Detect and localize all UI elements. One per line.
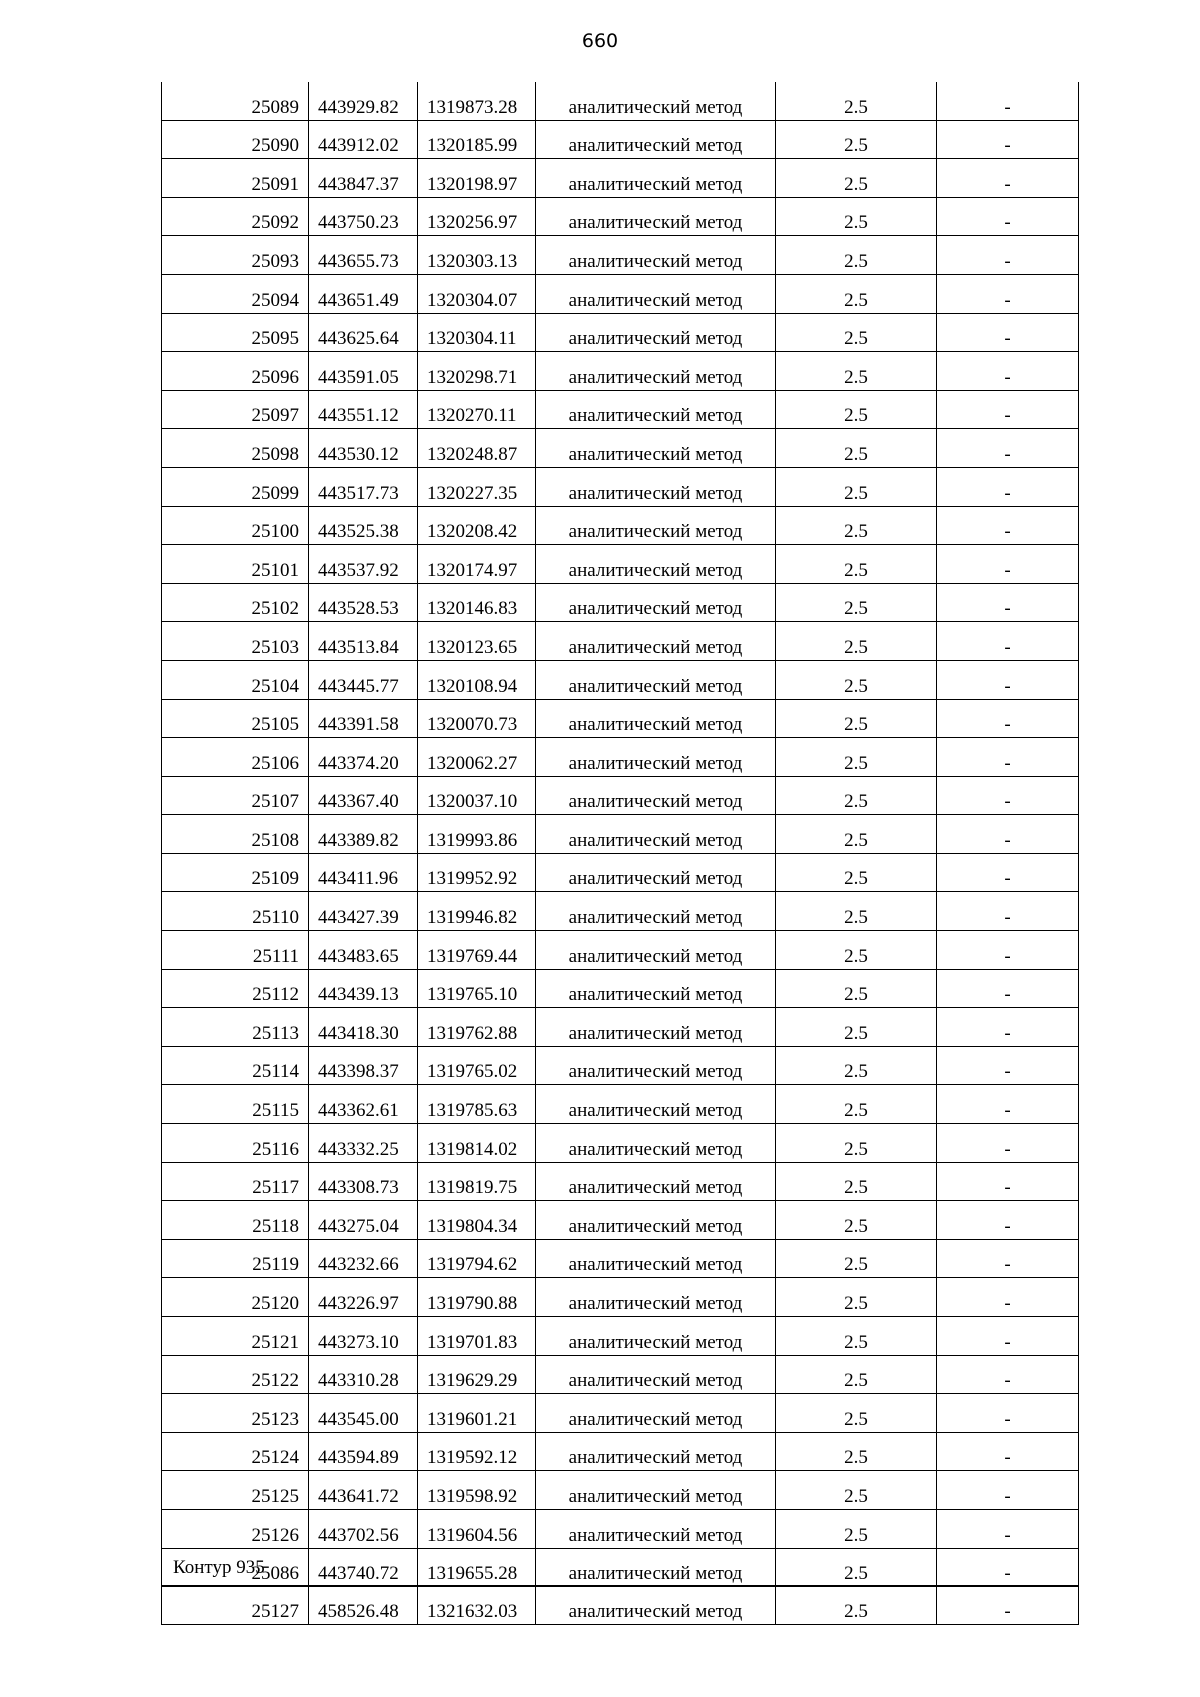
point-id-cell: 25122: [162, 1355, 309, 1394]
table-row: [162, 429, 1079, 468]
method-cell: аналитический метод: [536, 1509, 776, 1548]
method-cell: аналитический метод: [536, 699, 776, 738]
point-id-cell: 25092: [162, 197, 309, 236]
note-cell: -: [937, 545, 1079, 584]
accuracy-cell: 2.5: [776, 313, 937, 352]
method-cell: аналитический метод: [536, 1162, 776, 1201]
note-cell: -: [937, 1124, 1079, 1163]
x-coordinate-cell: 443232.66: [309, 1239, 418, 1278]
table-row: [162, 1355, 1079, 1394]
point-id-cell: 25096: [162, 352, 309, 391]
y-coordinate-cell: 1320123.65: [418, 622, 536, 661]
method-cell: аналитический метод: [536, 1471, 776, 1510]
method-cell: аналитический метод: [536, 236, 776, 275]
y-coordinate-cell: 1320146.83: [418, 583, 536, 622]
table-row: [162, 1201, 1079, 1240]
note-cell: -: [937, 352, 1079, 391]
y-coordinate-cell: 1319873.28: [418, 82, 536, 120]
table-row: [162, 1586, 1079, 1625]
y-coordinate-cell: 1319952.92: [418, 853, 536, 892]
method-cell: аналитический метод: [536, 545, 776, 584]
x-coordinate-cell: 443912.02: [309, 120, 418, 159]
accuracy-cell: 2.5: [776, 1586, 937, 1625]
y-coordinate-cell: 1319819.75: [418, 1162, 536, 1201]
x-coordinate-cell: 443362.61: [309, 1085, 418, 1124]
x-coordinate-cell: 443439.13: [309, 969, 418, 1008]
coordinates-table: [161, 82, 1079, 1587]
note-cell: -: [937, 1278, 1079, 1317]
point-id-cell: 25113: [162, 1008, 309, 1047]
method-cell: аналитический метод: [536, 313, 776, 352]
coordinates-table-body: [162, 82, 1079, 1587]
y-coordinate-cell: 1319769.44: [418, 931, 536, 970]
accuracy-cell: 2.5: [776, 853, 937, 892]
point-id-cell: 25116: [162, 1124, 309, 1163]
note-cell: -: [937, 236, 1079, 275]
x-coordinate-cell: 443275.04: [309, 1201, 418, 1240]
y-coordinate-cell: 1319762.88: [418, 1008, 536, 1047]
y-coordinate-cell: 1320303.13: [418, 236, 536, 275]
method-cell: аналитический метод: [536, 931, 776, 970]
accuracy-cell: 2.5: [776, 82, 937, 120]
x-coordinate-cell: 443591.05: [309, 352, 418, 391]
accuracy-cell: 2.5: [776, 467, 937, 506]
point-id-cell: 25124: [162, 1432, 309, 1471]
note-cell: -: [937, 969, 1079, 1008]
point-id-cell: 25093: [162, 236, 309, 275]
table-row: [162, 776, 1079, 815]
y-coordinate-cell: 1319701.83: [418, 1317, 536, 1356]
note-cell: -: [937, 660, 1079, 699]
accuracy-cell: 2.5: [776, 120, 937, 159]
table-row: [162, 236, 1079, 275]
note-cell: -: [937, 313, 1079, 352]
accuracy-cell: 2.5: [776, 390, 937, 429]
y-coordinate-cell: 1319790.88: [418, 1278, 536, 1317]
method-cell: аналитический метод: [536, 583, 776, 622]
point-id-cell: 25089: [162, 82, 309, 120]
point-id-cell: 25105: [162, 699, 309, 738]
table-row: [162, 1548, 1079, 1587]
table-row: [162, 1471, 1079, 1510]
point-id-cell: 25110: [162, 892, 309, 931]
method-cell: аналитический метод: [536, 1355, 776, 1394]
y-coordinate-cell: 1321632.03: [418, 1586, 536, 1625]
method-cell: аналитический метод: [536, 120, 776, 159]
accuracy-cell: 2.5: [776, 815, 937, 854]
note-cell: -: [937, 1355, 1079, 1394]
table-row: [162, 1394, 1079, 1433]
point-id-cell: 25094: [162, 274, 309, 313]
contour-935-table: [161, 1585, 1079, 1625]
x-coordinate-cell: 443594.89: [309, 1432, 418, 1471]
point-id-cell: 25115: [162, 1085, 309, 1124]
method-cell: аналитический метод: [536, 429, 776, 468]
point-id-cell: 25086: [162, 1548, 309, 1587]
y-coordinate-cell: 1320070.73: [418, 699, 536, 738]
x-coordinate-cell: 443929.82: [309, 82, 418, 120]
point-id-cell: 25126: [162, 1509, 309, 1548]
y-coordinate-cell: 1320298.71: [418, 352, 536, 391]
point-id-cell: 25127: [162, 1586, 309, 1625]
accuracy-cell: 2.5: [776, 583, 937, 622]
y-coordinate-cell: 1319946.82: [418, 892, 536, 931]
note-cell: -: [937, 622, 1079, 661]
accuracy-cell: 2.5: [776, 660, 937, 699]
accuracy-cell: 2.5: [776, 352, 937, 391]
point-id-cell: 25100: [162, 506, 309, 545]
note-cell: -: [937, 1509, 1079, 1548]
method-cell: аналитический метод: [536, 776, 776, 815]
note-cell: -: [937, 506, 1079, 545]
method-cell: аналитический метод: [536, 738, 776, 777]
note-cell: -: [937, 738, 1079, 777]
table-row: [162, 1317, 1079, 1356]
point-id-cell: 25107: [162, 776, 309, 815]
table-row: [162, 1509, 1079, 1548]
y-coordinate-cell: 1319814.02: [418, 1124, 536, 1163]
note-cell: -: [937, 583, 1079, 622]
y-coordinate-cell: 1320208.42: [418, 506, 536, 545]
note-cell: -: [937, 159, 1079, 198]
accuracy-cell: 2.5: [776, 159, 937, 198]
table-row: [162, 969, 1079, 1008]
method-cell: аналитический метод: [536, 1201, 776, 1240]
note-cell: -: [937, 853, 1079, 892]
accuracy-cell: 2.5: [776, 969, 937, 1008]
accuracy-cell: 2.5: [776, 236, 937, 275]
accuracy-cell: 2.5: [776, 738, 937, 777]
y-coordinate-cell: 1320304.07: [418, 274, 536, 313]
x-coordinate-cell: 443655.73: [309, 236, 418, 275]
accuracy-cell: 2.5: [776, 274, 937, 313]
point-id-cell: 25106: [162, 738, 309, 777]
note-cell: -: [937, 776, 1079, 815]
method-cell: аналитический метод: [536, 390, 776, 429]
note-cell: -: [937, 1162, 1079, 1201]
x-coordinate-cell: 443411.96: [309, 853, 418, 892]
table-row: [162, 1278, 1079, 1317]
y-coordinate-cell: 1320227.35: [418, 467, 536, 506]
y-coordinate-cell: 1320062.27: [418, 738, 536, 777]
y-coordinate-cell: 1320270.11: [418, 390, 536, 429]
point-id-cell: 25120: [162, 1278, 309, 1317]
accuracy-cell: 2.5: [776, 545, 937, 584]
method-cell: аналитический метод: [536, 1317, 776, 1356]
method-cell: аналитический метод: [536, 892, 776, 931]
note-cell: -: [937, 1471, 1079, 1510]
accuracy-cell: 2.5: [776, 1124, 937, 1163]
table-row: [162, 1239, 1079, 1278]
accuracy-cell: 2.5: [776, 1394, 937, 1433]
method-cell: аналитический метод: [536, 1586, 776, 1625]
method-cell: аналитический метод: [536, 1394, 776, 1433]
table-row: [162, 197, 1079, 236]
point-id-cell: 25095: [162, 313, 309, 352]
method-cell: аналитический метод: [536, 1046, 776, 1085]
point-id-cell: 25112: [162, 969, 309, 1008]
table-row: [162, 506, 1079, 545]
x-coordinate-cell: 443740.72: [309, 1548, 418, 1587]
accuracy-cell: 2.5: [776, 699, 937, 738]
note-cell: -: [937, 699, 1079, 738]
accuracy-cell: 2.5: [776, 1548, 937, 1587]
note-cell: -: [937, 390, 1079, 429]
table-row: [162, 120, 1079, 159]
method-cell: аналитический метод: [536, 969, 776, 1008]
y-coordinate-cell: 1319598.92: [418, 1471, 536, 1510]
x-coordinate-cell: 443445.77: [309, 660, 418, 699]
y-coordinate-cell: 1320198.97: [418, 159, 536, 198]
x-coordinate-cell: 443750.23: [309, 197, 418, 236]
point-id-cell: 25114: [162, 1046, 309, 1085]
accuracy-cell: 2.5: [776, 931, 937, 970]
note-cell: -: [937, 1394, 1079, 1433]
method-cell: аналитический метод: [536, 853, 776, 892]
table-row: [162, 892, 1079, 931]
note-cell: -: [937, 1008, 1079, 1047]
table-row: [162, 853, 1079, 892]
note-cell: -: [937, 931, 1079, 970]
table-row: [162, 1008, 1079, 1047]
method-cell: аналитический метод: [536, 1008, 776, 1047]
note-cell: -: [937, 1586, 1079, 1625]
point-id-cell: 25097: [162, 390, 309, 429]
note-cell: -: [937, 120, 1079, 159]
note-cell: -: [937, 892, 1079, 931]
x-coordinate-cell: 443513.84: [309, 622, 418, 661]
y-coordinate-cell: 1320037.10: [418, 776, 536, 815]
method-cell: аналитический метод: [536, 1239, 776, 1278]
point-id-cell: 25101: [162, 545, 309, 584]
x-coordinate-cell: 458526.48: [309, 1586, 418, 1625]
method-cell: аналитический метод: [536, 352, 776, 391]
method-cell: аналитический метод: [536, 1085, 776, 1124]
method-cell: аналитический метод: [536, 159, 776, 198]
y-coordinate-cell: 1320185.99: [418, 120, 536, 159]
method-cell: аналитический метод: [536, 1548, 776, 1587]
accuracy-cell: 2.5: [776, 197, 937, 236]
table-row: [162, 1124, 1079, 1163]
table-row: [162, 159, 1079, 198]
accuracy-cell: 2.5: [776, 1432, 937, 1471]
table-row: [162, 738, 1079, 777]
table-row: [162, 931, 1079, 970]
accuracy-cell: 2.5: [776, 1355, 937, 1394]
accuracy-cell: 2.5: [776, 1008, 937, 1047]
table-row: [162, 1432, 1079, 1471]
y-coordinate-cell: 1319629.29: [418, 1355, 536, 1394]
x-coordinate-cell: 443525.38: [309, 506, 418, 545]
note-cell: -: [937, 467, 1079, 506]
method-cell: аналитический метод: [536, 467, 776, 506]
point-id-cell: 25091: [162, 159, 309, 198]
table-row: [162, 390, 1079, 429]
point-id-cell: 25102: [162, 583, 309, 622]
x-coordinate-cell: 443545.00: [309, 1394, 418, 1433]
point-id-cell: 25109: [162, 853, 309, 892]
accuracy-cell: 2.5: [776, 1239, 937, 1278]
table-row: [162, 622, 1079, 661]
x-coordinate-cell: 443528.53: [309, 583, 418, 622]
point-id-cell: 25108: [162, 815, 309, 854]
x-coordinate-cell: 443418.30: [309, 1008, 418, 1047]
table-row: [162, 699, 1079, 738]
y-coordinate-cell: 1320256.97: [418, 197, 536, 236]
note-cell: -: [937, 1046, 1079, 1085]
note-cell: -: [937, 1317, 1079, 1356]
accuracy-cell: 2.5: [776, 429, 937, 468]
y-coordinate-cell: 1320174.97: [418, 545, 536, 584]
table-row: [162, 313, 1079, 352]
method-cell: аналитический метод: [536, 274, 776, 313]
accuracy-cell: 2.5: [776, 1471, 937, 1510]
table-row: [162, 274, 1079, 313]
x-coordinate-cell: 443537.92: [309, 545, 418, 584]
table-row: [162, 1046, 1079, 1085]
x-coordinate-cell: 443530.12: [309, 429, 418, 468]
point-id-cell: 25121: [162, 1317, 309, 1356]
point-id-cell: 25123: [162, 1394, 309, 1433]
accuracy-cell: 2.5: [776, 1509, 937, 1548]
note-cell: -: [937, 1548, 1079, 1587]
point-id-cell: 25125: [162, 1471, 309, 1510]
x-coordinate-cell: 443847.37: [309, 159, 418, 198]
note-cell: -: [937, 815, 1079, 854]
x-coordinate-cell: 443398.37: [309, 1046, 418, 1085]
x-coordinate-cell: 443374.20: [309, 738, 418, 777]
x-coordinate-cell: 443367.40: [309, 776, 418, 815]
note-cell: -: [937, 1201, 1079, 1240]
y-coordinate-cell: 1319655.28: [418, 1548, 536, 1587]
x-coordinate-cell: 443517.73: [309, 467, 418, 506]
accuracy-cell: 2.5: [776, 1162, 937, 1201]
note-cell: -: [937, 82, 1079, 120]
accuracy-cell: 2.5: [776, 1201, 937, 1240]
x-coordinate-cell: 443332.25: [309, 1124, 418, 1163]
method-cell: аналитический метод: [536, 1278, 776, 1317]
x-coordinate-cell: 443551.12: [309, 390, 418, 429]
note-cell: -: [937, 274, 1079, 313]
accuracy-cell: 2.5: [776, 1278, 937, 1317]
accuracy-cell: 2.5: [776, 622, 937, 661]
x-coordinate-cell: 443625.64: [309, 313, 418, 352]
table-row: [162, 352, 1079, 391]
point-id-cell: 25098: [162, 429, 309, 468]
accuracy-cell: 2.5: [776, 506, 937, 545]
note-cell: -: [937, 429, 1079, 468]
y-coordinate-cell: 1320248.87: [418, 429, 536, 468]
method-cell: аналитический метод: [536, 82, 776, 120]
y-coordinate-cell: 1319785.63: [418, 1085, 536, 1124]
x-coordinate-cell: 443389.82: [309, 815, 418, 854]
method-cell: аналитический метод: [536, 660, 776, 699]
x-coordinate-cell: 443226.97: [309, 1278, 418, 1317]
point-id-cell: 25090: [162, 120, 309, 159]
table-row: [162, 467, 1079, 506]
method-cell: аналитический метод: [536, 622, 776, 661]
contour-label: Контур 935: [173, 1557, 265, 1578]
y-coordinate-cell: 1319804.34: [418, 1201, 536, 1240]
x-coordinate-cell: 443483.65: [309, 931, 418, 970]
table-row: [162, 1162, 1079, 1201]
accuracy-cell: 2.5: [776, 892, 937, 931]
note-cell: -: [937, 197, 1079, 236]
method-cell: аналитический метод: [536, 1432, 776, 1471]
method-cell: аналитический метод: [536, 815, 776, 854]
x-coordinate-cell: 443427.39: [309, 892, 418, 931]
y-coordinate-cell: 1319601.21: [418, 1394, 536, 1433]
table-row: [162, 660, 1079, 699]
point-id-cell: 25119: [162, 1239, 309, 1278]
y-coordinate-cell: 1319592.12: [418, 1432, 536, 1471]
method-cell: аналитический метод: [536, 197, 776, 236]
point-id-cell: 25118: [162, 1201, 309, 1240]
y-coordinate-cell: 1319765.10: [418, 969, 536, 1008]
table-row: [162, 815, 1079, 854]
y-coordinate-cell: 1320108.94: [418, 660, 536, 699]
x-coordinate-cell: 443273.10: [309, 1317, 418, 1356]
note-cell: -: [937, 1239, 1079, 1278]
y-coordinate-cell: 1319604.56: [418, 1509, 536, 1548]
note-cell: -: [937, 1432, 1079, 1471]
point-id-cell: 25104: [162, 660, 309, 699]
point-id-cell: 25099: [162, 467, 309, 506]
accuracy-cell: 2.5: [776, 1046, 937, 1085]
x-coordinate-cell: 443310.28: [309, 1355, 418, 1394]
y-coordinate-cell: 1319765.02: [418, 1046, 536, 1085]
x-coordinate-cell: 443391.58: [309, 699, 418, 738]
table-row: [162, 82, 1079, 120]
x-coordinate-cell: 443641.72: [309, 1471, 418, 1510]
table-row: [162, 545, 1079, 584]
x-coordinate-cell: 443702.56: [309, 1509, 418, 1548]
accuracy-cell: 2.5: [776, 1085, 937, 1124]
page-number: 660: [581, 30, 619, 52]
point-id-cell: 25117: [162, 1162, 309, 1201]
x-coordinate-cell: 443308.73: [309, 1162, 418, 1201]
y-coordinate-cell: 1320304.11: [418, 313, 536, 352]
contour-935-table-body: [162, 1586, 1079, 1625]
accuracy-cell: 2.5: [776, 776, 937, 815]
method-cell: аналитический метод: [536, 1124, 776, 1163]
y-coordinate-cell: 1319794.62: [418, 1239, 536, 1278]
point-id-cell: 25103: [162, 622, 309, 661]
point-id-cell: 25111: [162, 931, 309, 970]
method-cell: аналитический метод: [536, 506, 776, 545]
y-coordinate-cell: 1319993.86: [418, 815, 536, 854]
table-row: [162, 583, 1079, 622]
note-cell: -: [937, 1085, 1079, 1124]
x-coordinate-cell: 443651.49: [309, 274, 418, 313]
accuracy-cell: 2.5: [776, 1317, 937, 1356]
table-row: [162, 1085, 1079, 1124]
